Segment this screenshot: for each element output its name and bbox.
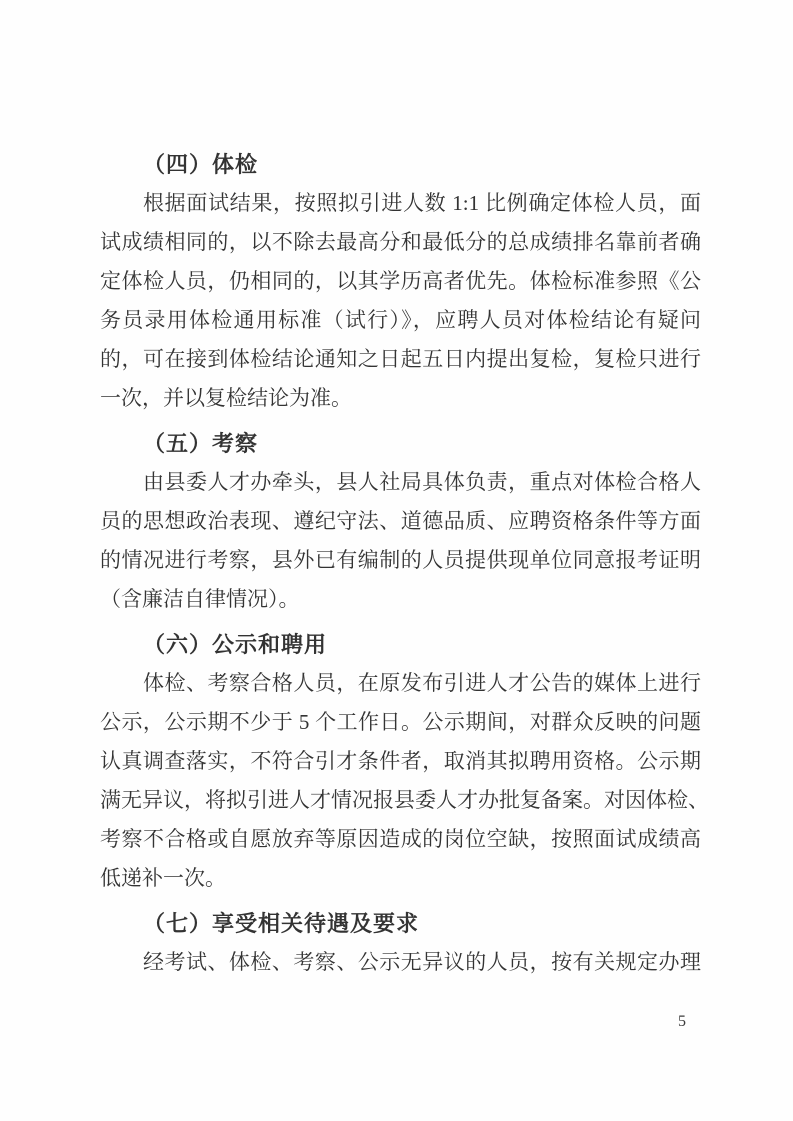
text-line: 根据面试结果，按照拟引进人数 1:1 比例确定体检人员，面: [143, 191, 701, 215]
text-line: 由县委人才办牵头，县人社局具体负责，重点对体检合格人: [143, 470, 701, 494]
section-heading-5: （五）考察: [143, 431, 259, 456]
text-line: 公示，公示期不少于 5 个工作日。公示期间，对群众反映的问题: [100, 710, 701, 734]
text-line: 满无异议，将拟引进人才情况报县委人才办批复备案。对因体检、: [100, 788, 709, 812]
text-line: 体检、考察合格人员，在原发布引进人才公告的媒体上进行: [143, 671, 701, 695]
text-line: 认真调查落实，不符合引才条件者，取消其拟聘用资格。公示期: [100, 749, 701, 773]
section-heading-7: （七）享受相关待遇及要求: [143, 911, 420, 936]
text-line: 考察不合格或自愿放弃等原因造成的岗位空缺，按照面试成绩高: [100, 827, 701, 851]
document-body: [100, 145, 709, 982]
text-line: （含廉洁自律情况）。: [100, 587, 300, 611]
text-line: 的情况进行考察，县外已有编制的人员提供现单位同意报考证明: [100, 548, 701, 572]
text-line: 经考试、体检、考察、公示无异议的人员，按有关规定办理: [143, 950, 701, 974]
text-line: 务员录用体检通用标准（试行）》，应聘人员对体检结论有疑问: [100, 308, 701, 332]
text-line: 定体检人员，仍相同的，以其学历高者优先。体检标准参照《公: [100, 269, 701, 293]
text-line: 的，可在接到体检结论通知之日起五日内提出复检，复检只进行: [100, 347, 701, 371]
section-heading-4: （四）体检: [143, 152, 259, 177]
text-line: 一次，并以复检结论为准。: [100, 386, 352, 410]
text-line: 员的思想政治表现、遵纪守法、道德品质、应聘资格条件等方面: [100, 509, 701, 533]
text-line: 低递补一次。: [100, 866, 226, 890]
text-line: 试成绩相同的，以不除去最高分和最低分的总成绩排名靠前者确: [100, 230, 701, 254]
page-number: 5: [678, 1013, 686, 1030]
section-heading-6: （六）公示和聘用: [143, 632, 328, 657]
